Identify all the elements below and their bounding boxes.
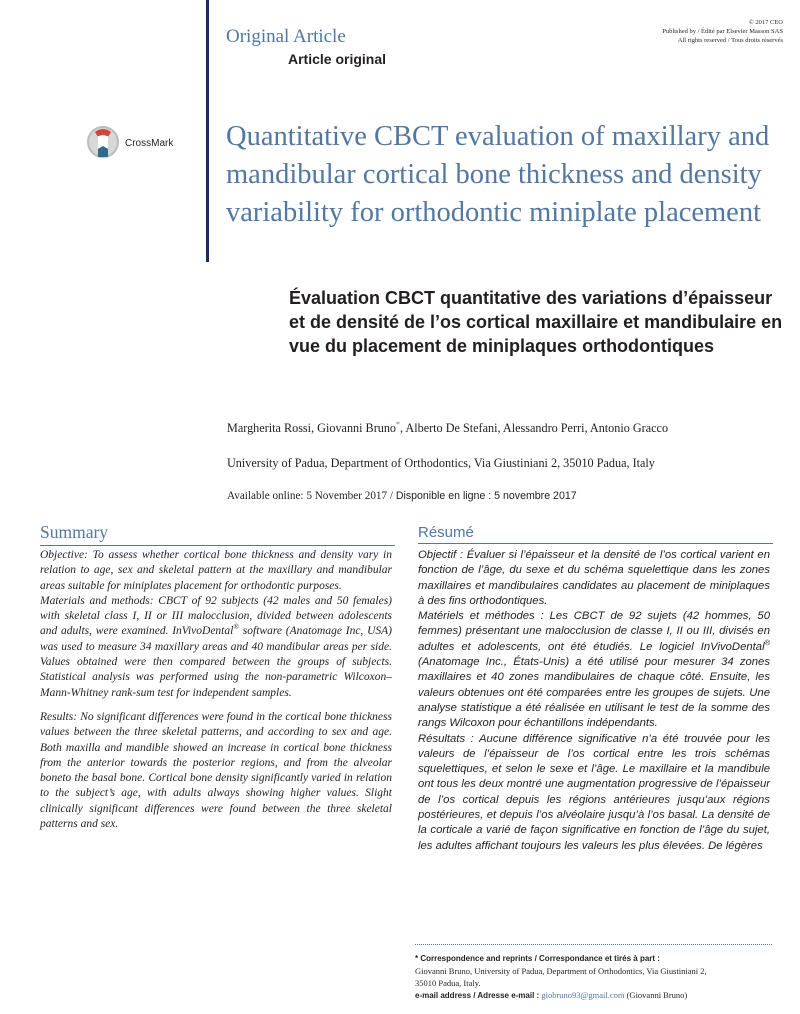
copyright-text: © 2017 CEO bbox=[748, 19, 783, 26]
corresponding-author-mark[interactable]: * bbox=[396, 419, 400, 429]
available-online-fr: Disponible en ligne : 5 novembre 2017 bbox=[395, 490, 577, 502]
summary-objective: Objective: To assess whether cortical bone thickness and density vary in relation to age, sex and skeletal pattern at the maxillary and mandibular areas suitable for miniplates placement for orthodontic purposes. bbox=[40, 549, 392, 592]
correspondence-label: * Correspondence and reprints / Correspondance et tirés à part : bbox=[415, 954, 660, 963]
resume-resultats: Résultats : Aucune différence significative n’a été trouvée pour les valeurs de l’épaisseur de l’os cortical entre les trois schémas squelettiques, et selon le sexe et l’âge. Le maxillaire et la mandibule ont tous les deux montré une augmentation progressive de l’épaisseur de l’os cortical depuis les régions antérieures jusqu’aux régions postérieures, et depuis l’os alvéolaire jusqu’à l’os basal. La densité de la corticale a varié de façon significative en fonction de l’âge du sujet, les adultes affichant toujours les valeurs les plus élevées. De légères bbox=[418, 732, 770, 852]
resume-body bbox=[418, 548, 770, 854]
email-owner: (Giovanni Bruno) bbox=[624, 990, 688, 1000]
affiliation: University of Padua, Department of Orthodontics, Via Giustiniani 2, 35010 Padua, Italy bbox=[227, 456, 655, 470]
registered-mark: ® bbox=[233, 622, 240, 632]
summary-methods-a: Materials and methods: CBCT of 92 subjects (42 males and 50 females) with skeletal class I, II or III malocclusion, divided between adolescents and adults, were examined. InVivoDental bbox=[40, 594, 392, 638]
title-french: Évaluation CBCT quantitative des variations d’épaisseur et de densité de l’os cortical maxillaire et mandibulaire en vue du placement de miniplaques orthodontiques bbox=[289, 288, 783, 356]
correspondence-address-2: 35010 Padua, Italy. bbox=[415, 978, 481, 988]
article-type-en: Original Article bbox=[226, 26, 346, 47]
crossmark-badge[interactable] bbox=[86, 125, 173, 161]
correspondence-address-1: Giovanni Bruno, University of Padua, Department of Orthodontics, Via Giustiniani 2, bbox=[415, 966, 707, 976]
published-by-text: Published by / Édité par Elsevier Masson SAS bbox=[662, 28, 783, 35]
resume-methodes-a: Matériels et méthodes : Les CBCT de 92 sujets (42 hommes, 50 femmes) présentant une malocclusion de classe I, II ou III, divisés en adultes et adolescents, ont été étudiés. Le logiciel InVivoDental bbox=[418, 610, 770, 653]
summary-methods bbox=[40, 594, 392, 701]
resume-heading: Résumé bbox=[418, 522, 773, 544]
title-english: Quantitative CBCT evaluation of maxillary and mandibular cortical bone thickness and density variability for orthodontic miniplate placement bbox=[226, 121, 770, 228]
availability-line bbox=[227, 490, 797, 502]
correspondence-footnote bbox=[415, 953, 775, 1002]
email-link[interactable]: giobruno93@gmail.com bbox=[541, 990, 625, 1000]
author-list bbox=[227, 421, 797, 436]
rights-text: All rights reserved / Tous droits réservés bbox=[677, 37, 783, 44]
available-online-en: Available online: 5 November 2017 / bbox=[227, 490, 396, 502]
header-rule bbox=[206, 0, 209, 262]
summary-heading: Summary bbox=[40, 522, 395, 546]
publisher-info bbox=[500, 18, 783, 45]
authors-part-2: , Alberto De Stefani, Alessandro Perri, Antonio Gracco bbox=[400, 421, 669, 435]
article-type-fr: Article original bbox=[288, 51, 387, 67]
summary-body bbox=[40, 548, 392, 832]
crossmark-label: CrossMark bbox=[125, 137, 174, 149]
summary-results: Results: No significant differences were found in the cortical bone thickness values between the three skeletal patterns, and according to sex and age. Both maxilla and mandible showed an increase in cortical bone thickness from the anterior towards the posterior regions, and from the alveolar boneto the basal bone. Cortical bone density significantly varied in relation to the subject’s age, with adults always showing higher values. Slight clinically significant differences were found between the three skeletal patterns and sex. bbox=[40, 710, 392, 831]
resume-methodes bbox=[418, 609, 770, 731]
resume-methodes-b: (Anatomage Inc., États-Unis) a été utilisé pour mesurer 34 zones maxillaires et 40 zones mandibulaires de chaque côté. Ensuite, les valeurs obtenues ont été comparées entre les groupes de sujets. Une analyse statistique a été réalisée en utilisant le test de la somme des rangs Wilcoxon pour échantillons indépendants. bbox=[418, 656, 770, 730]
correspondence-email-line bbox=[415, 989, 775, 1002]
footnote-separator bbox=[415, 944, 772, 945]
resume-objectif: Objectif : Évaluer si l’épaisseur et la densité de l’os cortical varient en fonction de l’âge, du sexe et du schéma squelettique dans les zones maxillaires et mandibulaires candidates au placement de miniplaques à des fins orthodontiques. bbox=[418, 549, 770, 607]
summary-methods-b: software (Anatomage Inc, USA) was used to measure 34 maxillary areas and 40 mandibular areas per side. Values obtained were then compared between the groups of subjects. Statistical analysis was performed using the non-parametric Wilcoxon–Mann-Whitney rank-sum test for independent samples. bbox=[40, 625, 392, 699]
authors-part-1: Margherita Rossi, Giovanni Bruno bbox=[227, 421, 397, 435]
crossmark-icon bbox=[86, 125, 120, 161]
registered-mark: ® bbox=[764, 638, 770, 648]
email-label: e-mail address / Adresse e-mail : bbox=[415, 991, 540, 1000]
